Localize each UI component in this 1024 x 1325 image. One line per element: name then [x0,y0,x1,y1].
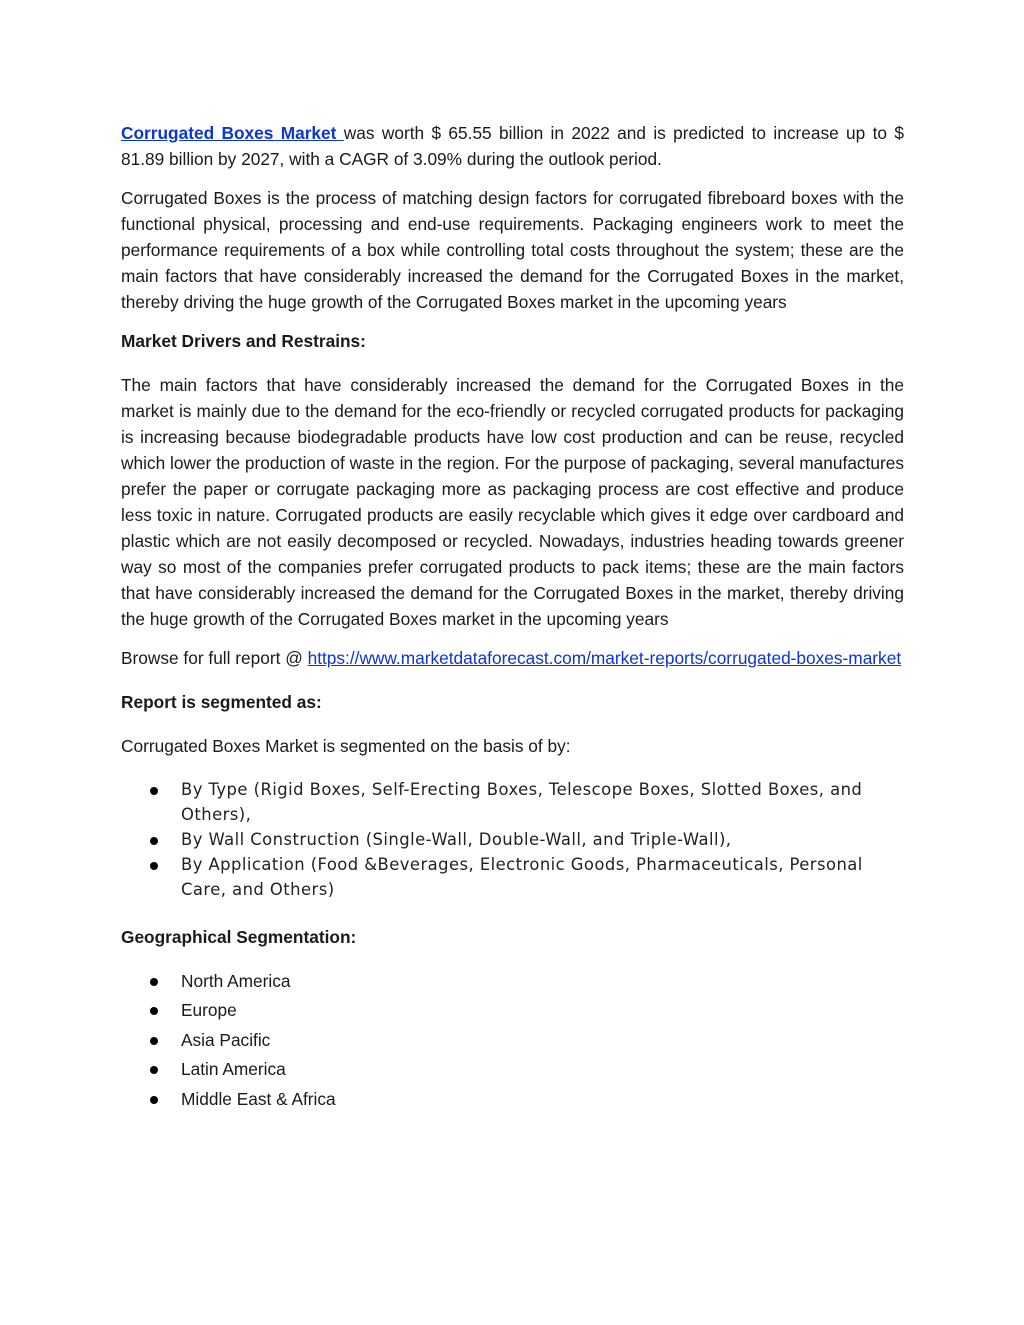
market-report-link[interactable]: Corrugated Boxes Market [121,123,344,143]
bullet-icon [150,837,158,845]
bullet-icon [150,1096,158,1104]
browse-paragraph [121,645,904,671]
list-item [121,1055,904,1084]
bullet-icon [150,1037,158,1045]
list-item-text: By Wall Construction (Single-Wall, Double-Wall, and Triple-Wall), [181,830,732,849]
segmentation-intro: Corrugated Boxes Market is segmented on the basis of by: [121,736,571,756]
intro-text: was worth $ 65.55 billion in 2022 and is predicted to increase up to $ 81.89 billion by 2027, with a CAGR of 3.09% during the outlook period. [121,123,904,169]
list-item-text: Europe [181,1000,237,1021]
segmentation-heading: Report is segmented as: [121,692,322,712]
geography-heading: Geographical Segmentation: [121,927,357,947]
segmentation-list [121,777,904,902]
list-item-text: Asia Pacific [181,1029,271,1050]
bullet-icon [150,1066,158,1074]
list-item [121,967,904,996]
document-page [121,120,904,1114]
bullet-icon [150,787,158,795]
list-item [121,777,904,827]
list-item-text: Middle East & Africa [181,1088,336,1109]
bullet-icon [150,978,158,986]
intro-paragraph [121,120,904,172]
browse-label: Browse for full report @ [121,648,308,668]
bullet-icon [150,1007,158,1015]
list-item [121,1085,904,1114]
full-report-link[interactable]: https://www.marketdataforecast.com/market-reports/corrugated-boxes-market [307,648,902,668]
list-item [121,1026,904,1055]
list-item-text: Latin America [181,1059,286,1080]
bullet-icon [150,862,158,870]
description-paragraph: Corrugated Boxes is the process of matching design factors for corrugated fibreboard boxes with the functional physical, processing and end-use requirements. Packaging engineers work to meet the performance requirements of a box while controlling total costs throughout the system; these are the main factors that have considerably increased the demand for the Corrugated Boxes in the market, thereby driving the huge growth of the Corrugated Boxes market in the upcoming years [121,188,904,312]
geography-list [121,967,904,1114]
list-item [121,827,904,852]
list-item-text: North America [181,971,291,991]
drivers-paragraph: The main factors that have considerably increased the demand for the Corrugated Boxes in the market is mainly due to the demand for the eco-friendly or recycled corrugated products for packaging is increasing because biodegradable products have low cost production and can be reuse, recycled which lower the production of waste in the region. For the purpose of packaging, several manufactures prefer the paper or corrugate packaging more as packaging process are cost effective and produce less toxic in nature. Corrugated products are easily recyclable which gives it edge over cardboard and plastic which are not easily decomposed or recycled. Nowadays, industries heading towards greener way so most of the companies prefer corrugated products to pack items; these are the main factors that have considerably increased the demand for the Corrugated Boxes in the market, thereby driving the huge growth of the Corrugated Boxes market in the upcoming years [121,375,904,629]
list-item-text: By Application (Food &Beverages, Electronic Goods, Pharmaceuticals, Personal Care, and Others) [181,855,863,899]
drivers-heading: Market Drivers and Restrains: [121,331,366,351]
list-item [121,852,904,902]
list-item-text: By Type (Rigid Boxes, Self-Erecting Boxes, Telescope Boxes, Slotted Boxes, and Others), [181,780,863,824]
list-item [121,996,904,1025]
